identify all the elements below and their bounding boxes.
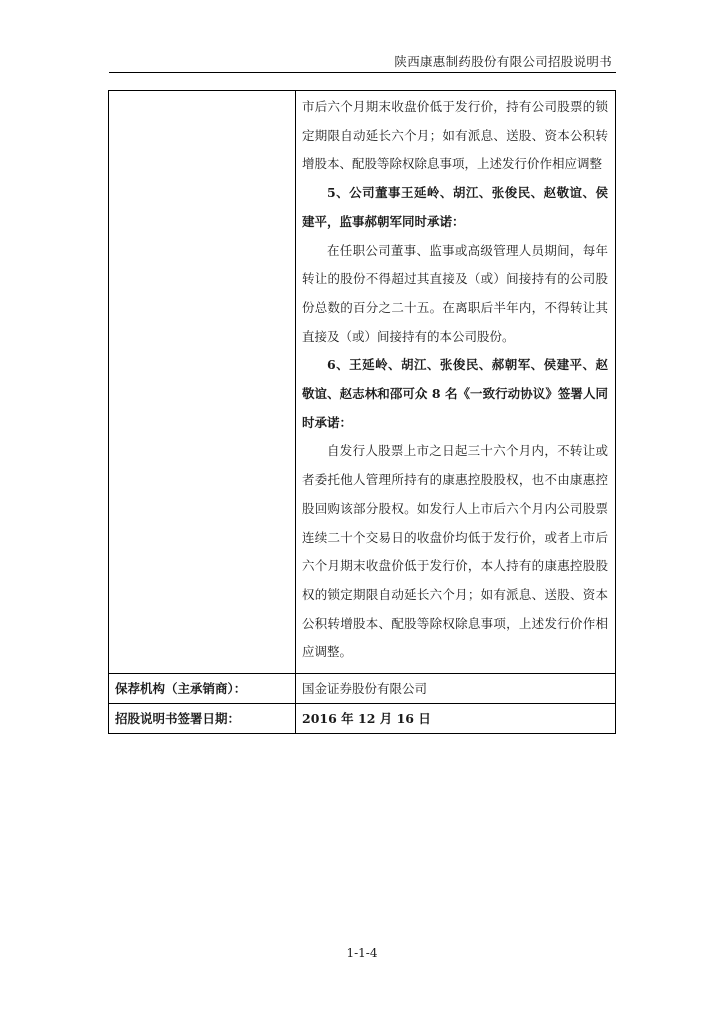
commitment-heading-5: 5、公司董事王延岭、胡江、张俊民、赵敬谊、侯建平，监事郝朝军同时承诺： <box>302 185 608 229</box>
header-rule <box>109 72 616 73</box>
signing-date-row <box>109 703 615 733</box>
commitment-heading-6: 6、王延岭、胡江、张俊民、郝朝军、侯建平、赵敬谊、赵志林和邵可众 8 名《一致行动协议》签署人同时承诺： <box>302 357 608 430</box>
commitments-label-cell <box>109 91 296 673</box>
sponsor-label: 保荐机构（主承销商）： <box>109 674 296 703</box>
commitments-content-cell <box>296 91 615 673</box>
document-header-title: 陕西康惠制药股份有限公司招股说明书 <box>394 54 612 69</box>
signing-date-label: 招股说明书签署日期： <box>109 704 296 733</box>
page-number: 1-1-4 <box>346 946 378 960</box>
commitment-paragraph-lockup: 自发行人股票上市之日起三十六个月内，不转让或者委托他人管理所持有的康惠控股股权，也不由康惠控股回购该部分股权。如发行人上市后六个月内公司股票连续二十个交易日的收盘价均低于发行价，或者上市后六个月期末收盘价低于发行价，本人持有的康惠控股股权的锁定期限自动延长六个月；如有派息、送股、资本公积转增股本、配股等除权除息事项，上述发行价作相应调整。 <box>302 443 608 660</box>
sponsor-value: 国金证券股份有限公司 <box>302 681 428 697</box>
sponsor-row <box>109 673 615 703</box>
signing-date-value: 2016 年 12 月 16 日 <box>302 711 431 727</box>
commitment-paragraph-continued: 市后六个月期末收盘价低于发行价，持有公司股票的锁定期限自动延长六个月；如有派息、送股、资本公积转增股本、配股等除权除息事项，上述发行价作相应调整 <box>302 99 608 172</box>
commitment-paragraph-share-transfer: 在任职公司董事、监事或高级管理人员期间，每年转让的股份不得超过其直接及（或）间接持有的公司股份总数的百分之二十五。在离职后半年内，不得转让其直接及（或）间接持有的本公司股份。 <box>302 242 608 344</box>
prospectus-info-table <box>108 90 616 734</box>
commitments-row <box>109 91 615 673</box>
